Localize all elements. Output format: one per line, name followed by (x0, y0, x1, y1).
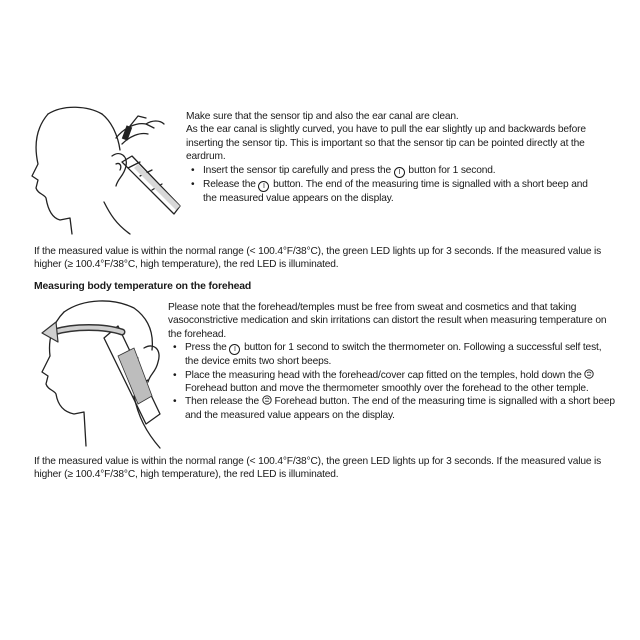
list-item: • Then release the Forehead button. The end of the measuring time is signalled with a short beep and the measured value appears on the display. (168, 395, 616, 422)
forehead-button-icon (584, 369, 594, 379)
ear-instructions (186, 110, 596, 205)
ear-measurement-illustration (30, 106, 182, 236)
forehead-steps-list (168, 341, 616, 422)
power-button-icon: I (394, 167, 405, 178)
power-button-icon: I (258, 181, 269, 192)
forehead-result-text: If the measured value is within the normal range (< 100.4°F/38°C), the green LED lights up for 3 seconds. If the measured value is higher (≥ 100.4°F/38°C, high temperature), the red LED is illuminated. (34, 456, 602, 481)
ear-intro-line-2: As the ear canal is slightly curved, you have to pull the ear slightly up and backwards before inserting the sensor tip. This is important so that the sensor tip can be pointed directly at the eardrum. (186, 124, 586, 163)
power-button-icon: I (229, 344, 240, 355)
list-item: • Press the I button for 1 second to switch the thermometer on. Following a successful self test, the device emits two short beeps. (168, 341, 616, 368)
list-item: • Release the I button. The end of the measuring time is signalled with a short beep and the measured value appears on the display. (186, 178, 596, 205)
forehead-measurement-illustration (34, 296, 166, 452)
forehead-section-heading: Measuring body temperature on the forehead (34, 281, 252, 292)
list-item: • Insert the sensor tip carefully and press the I button for 1 second. (186, 164, 596, 178)
list-item: • Place the measuring head with the forehead/cover cap fitted on the temples, hold down the Forehead button and move the thermometer smoothly over the forehead to the other temple. (168, 369, 616, 396)
forehead-button-icon (262, 395, 272, 405)
forehead-instructions (168, 301, 616, 422)
ear-steps-list (186, 164, 596, 205)
forehead-intro: Please note that the forehead/temples must be free from sweat and cosmetics and that taking vasoconstrictive medication and skin irritations can distort the result when measuring temperature on the forehead. (168, 302, 607, 340)
ear-result-text: If the measured value is within the normal range (< 100.4°F/38°C), the green LED lights up for 3 seconds. If the measured value is higher (≥ 100.4°F/38°C, high temperature), the red LED is illuminated. (34, 246, 602, 271)
ear-intro-line-1: Make sure that the sensor tip and also the ear canal are clean. (186, 111, 459, 122)
